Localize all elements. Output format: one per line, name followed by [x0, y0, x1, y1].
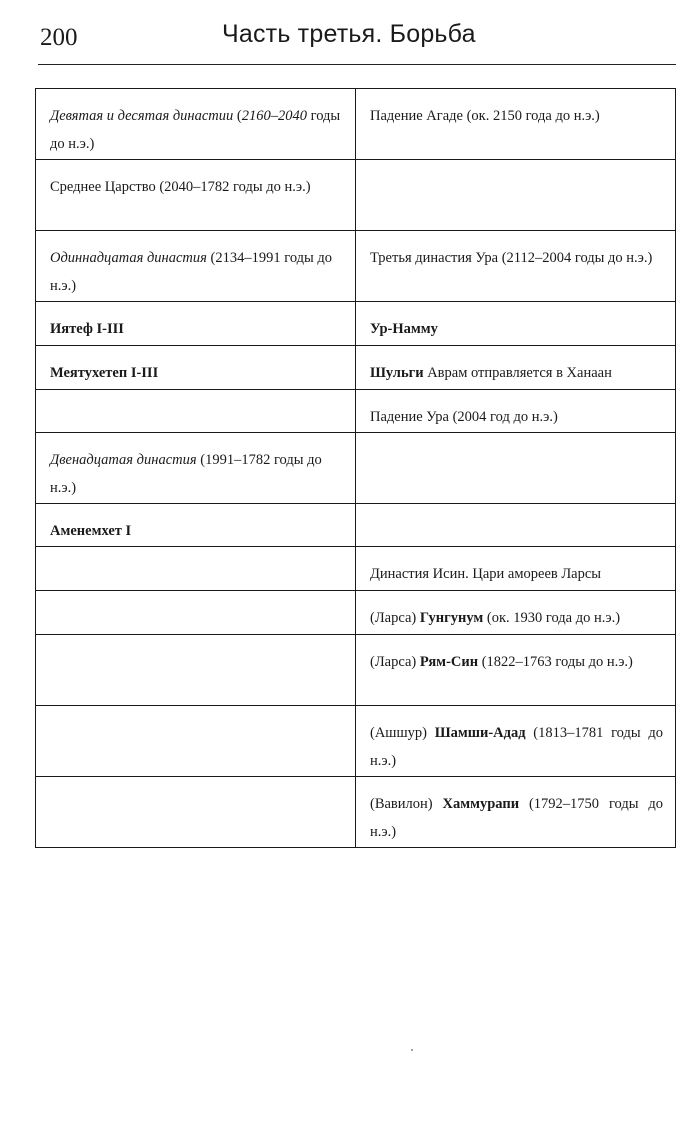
header-rule — [38, 64, 676, 65]
egypt-cell — [36, 504, 356, 547]
mesopotamia-cell — [356, 89, 676, 160]
cell-text: Аврам отправляется в Ханаан — [423, 365, 612, 381]
cell-text: Среднее Царство (2040–1782 годы до н.э.) — [50, 179, 311, 195]
egypt-cell — [36, 635, 356, 706]
cell-text: Падение Агаде (ок. 2150 года до н.э.) — [370, 108, 600, 124]
table-row — [36, 504, 676, 547]
cell-text: Падение Ура (2004 год до н.э.) — [370, 409, 558, 425]
ruler-name: Шульги — [370, 365, 424, 381]
chronology-table — [35, 88, 676, 848]
egypt-cell — [36, 302, 356, 346]
table-row — [36, 433, 676, 504]
ruler-name: Рям-Син — [419, 654, 479, 670]
mesopotamia-cell — [356, 504, 676, 547]
table-row — [36, 706, 676, 777]
ruler-name: Гунгунум — [419, 610, 484, 626]
dynasty-name: Двенадцатая династия — [50, 452, 197, 468]
egypt-cell — [36, 160, 356, 231]
mesopotamia-cell — [356, 591, 676, 635]
mesopotamia-cell — [356, 346, 676, 390]
ruler-name: Хаммурапи — [442, 796, 520, 812]
cell-text: Династия Исин. Цари амореев Ларсы — [370, 566, 602, 582]
ruler-name: Аменемхет I — [50, 523, 132, 539]
cell-text: (2134–1991 годы до н.э.) — [50, 250, 333, 294]
table-row — [36, 777, 676, 848]
mesopotamia-cell — [356, 547, 676, 591]
running-title: Часть третья. Борьба — [222, 20, 476, 48]
cell-text: (1813–1781 годы до н.э.) — [370, 725, 663, 769]
table-row — [36, 635, 676, 706]
table-row — [36, 591, 676, 635]
dynasty-name: 2160–2040 — [241, 108, 307, 124]
cell-text: ( — [233, 108, 242, 124]
table-row — [36, 302, 676, 346]
cell-text: (Вавилон) — [370, 796, 443, 812]
cell-text: годы до н.э.) — [50, 108, 341, 152]
mesopotamia-cell — [356, 390, 676, 433]
egypt-cell — [36, 547, 356, 591]
stray-mark — [411, 1049, 413, 1051]
cell-text: (Ашшур) — [370, 725, 435, 741]
table-row — [36, 231, 676, 302]
cell-text: (ок. 1930 года до н.э.) — [483, 610, 621, 626]
table-row — [36, 547, 676, 591]
ruler-name: Ур-Намму — [370, 321, 438, 337]
cell-text: Третья династия Ура (2112–2004 годы до н.э.) — [370, 250, 653, 266]
table-row — [36, 346, 676, 390]
egypt-cell — [36, 591, 356, 635]
dynasty-name: Одиннадцатая династия — [50, 250, 207, 266]
mesopotamia-cell — [356, 777, 676, 848]
egypt-cell — [36, 231, 356, 302]
ruler-name: Меятухетеп I-III — [50, 365, 159, 381]
dynasty-name: Девятая и десятая династии — [50, 108, 234, 124]
ruler-name: Шамши-Адад — [434, 725, 526, 741]
table-row — [36, 89, 676, 160]
ruler-name: Иятеф I-III — [50, 321, 124, 337]
page-number: 200 — [40, 24, 78, 51]
mesopotamia-cell — [356, 302, 676, 346]
cell-text: (Ларса) — [370, 654, 420, 670]
egypt-cell — [36, 706, 356, 777]
egypt-cell — [36, 89, 356, 160]
cell-text: (1991–1782 годы до н.э.) — [50, 452, 322, 496]
mesopotamia-cell — [356, 231, 676, 302]
egypt-cell — [36, 390, 356, 433]
table-row — [36, 390, 676, 433]
egypt-cell — [36, 346, 356, 390]
mesopotamia-cell — [356, 433, 676, 504]
cell-text: (1792–1750 годы до н.э.) — [370, 796, 663, 840]
mesopotamia-cell — [356, 706, 676, 777]
chronology-table-body — [36, 89, 676, 848]
egypt-cell — [36, 777, 356, 848]
mesopotamia-cell — [356, 635, 676, 706]
egypt-cell — [36, 433, 356, 504]
cell-text: (1822–1763 годы до н.э.) — [478, 654, 633, 670]
table-row — [36, 160, 676, 231]
mesopotamia-cell — [356, 160, 676, 231]
cell-text: (Ларса) — [370, 610, 420, 626]
